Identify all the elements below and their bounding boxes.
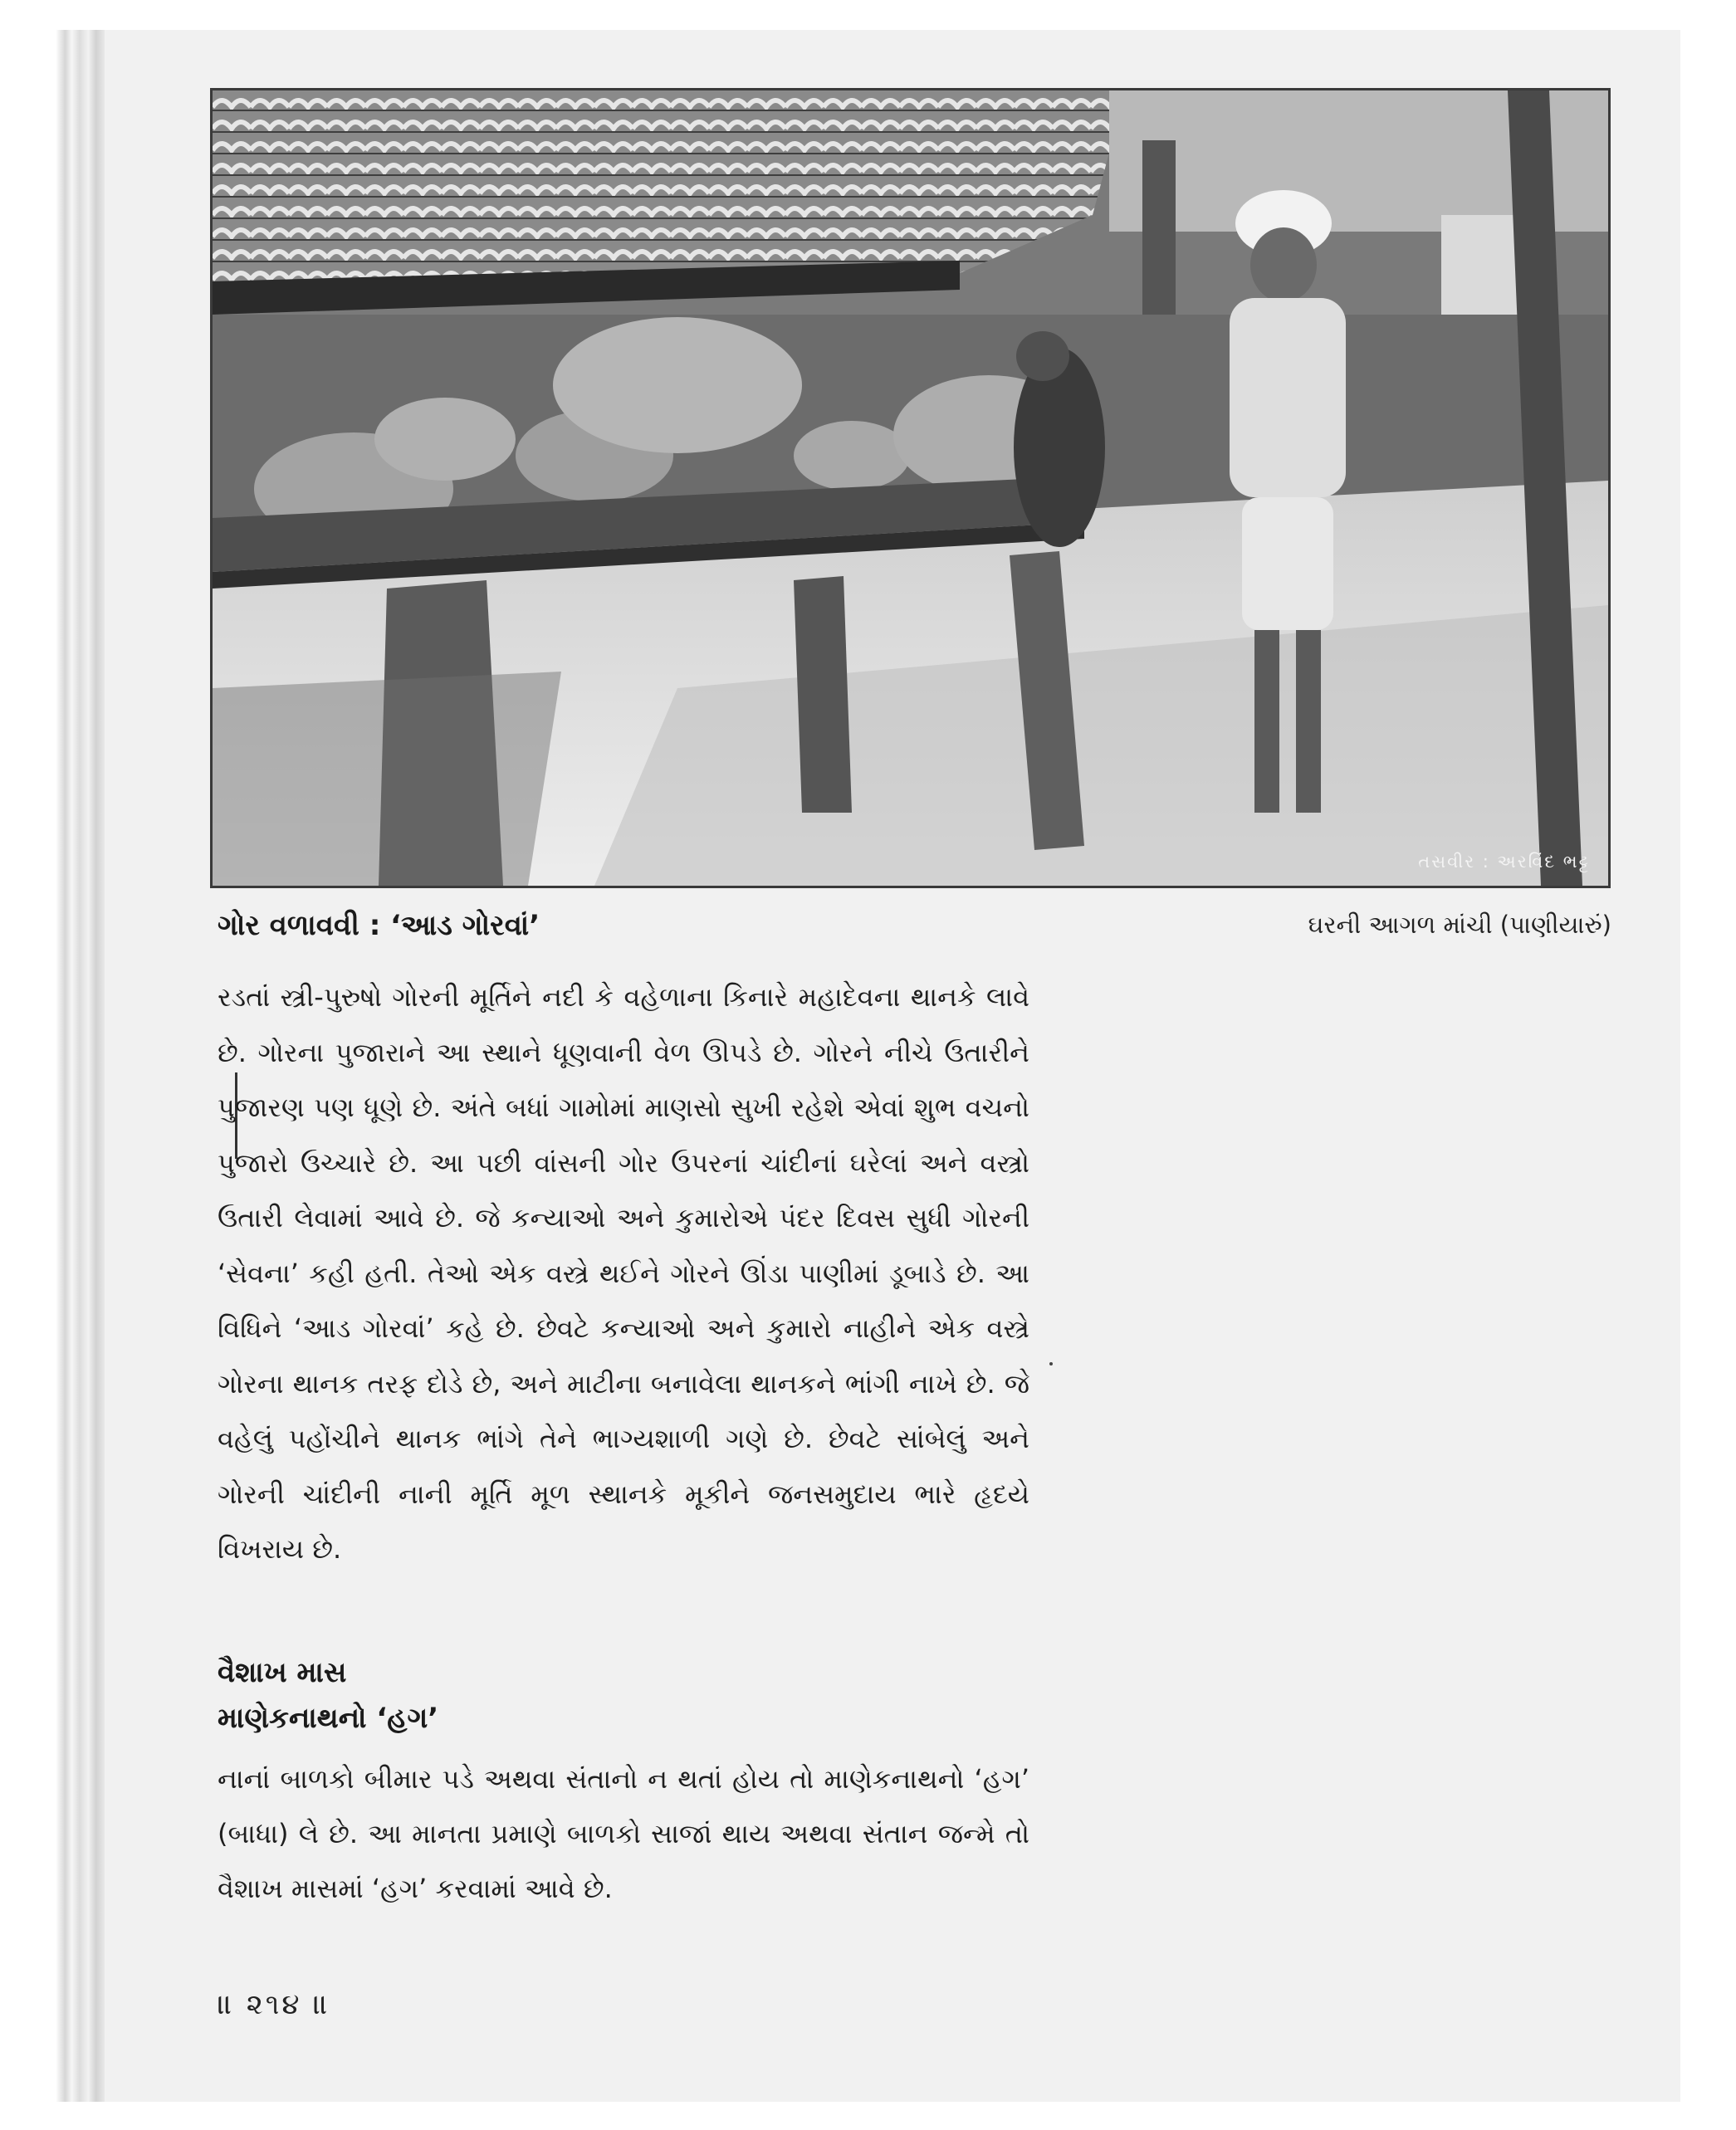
photo-caption: ઘરની આગળ માંચી (પાણીયારું) bbox=[1308, 911, 1611, 939]
page-number: ॥ ૨૧૪ ॥ bbox=[218, 1988, 331, 2021]
subsection-heading: માણેકનાથનો ‘હગ’ bbox=[218, 1702, 439, 1735]
month-heading: વૈશાખ માસ bbox=[218, 1656, 347, 1689]
photo-illustration bbox=[213, 90, 1608, 886]
book-binding-edge bbox=[56, 30, 105, 2102]
margin-dot bbox=[1049, 1362, 1053, 1365]
village-photo bbox=[210, 88, 1611, 888]
section-heading: ગોર વળાવવી : ‘આડ ગોરવાં’ bbox=[218, 909, 540, 942]
section-body: રડતાં સ્ત્રી-પુરુષો ગોરની મૂર્તિને નદી કે વહેળાના કિનારે મહાદેવના થાનકે લાવે છે. ગોરના પુજારાને આ સ્થાને ધૂણવાની વેળ ઊપડે છે. ગોરને નીચે ઉતારીને પુજારણ પણ ધૂણે છે. અંતે બધાં ગામોમાં માણસો સુખી રહેશે એવાં શુભ વચનો પુજારો ઉચ્ચારે છે. આ પછી વાંસની ગોર ઉપરનાં ચાંદીનાં ઘરેલાં અને વસ્ત્રો ઉતારી લેવામાં આવે છે. જે કન્યાઓ અને કુમારોએ પંદર દિવસ સુધી ગોરની ‘સેવના’ કહી હતી. તેઓ એક વસ્ત્રે થઈને ગોરને ઊંડા પાણીમાં ડૂબાડે છે. આ વિધિને ‘આડ ગોરવાં’ કહે છે. છેવટે કન્યાઓ અને કુમારો નાહીને એક વસ્ત્રે ગોરના થાનક તરફ દોડે છે, અને માટીના બનાવેલા થાનકને ભાંગી નાખે છે. જે વહેલું પહોંચીને થાનક ભાંગે તેને ભાગ્યશાળી ગણે છે. છેવટે સાંબેલું અને ગોરની ચાંદીની નાની મૂર્તિ મૂળ સ્થાનકે મૂકીને જનસમુદાય ભારે હૃદયે વિખરાય છે. bbox=[218, 981, 1029, 1565]
subsection-body: નાનાં બાળકો બીમાર પડે અથવા સંતાનો ન થતાં હોય તો માણેકનાથનો ‘હગ’ (બાધા) લે છે. આ માનતા પ્રમાણે બાળકો સાજાં થાય અથવા સંતાન જન્મે તો વૈશાખ માસમાં ‘હગ’ કરવામાં આવે છે. bbox=[218, 1763, 1029, 1904]
photo-credit: તસવીર : અરવિંદ ભટ્ટ bbox=[1418, 852, 1590, 872]
